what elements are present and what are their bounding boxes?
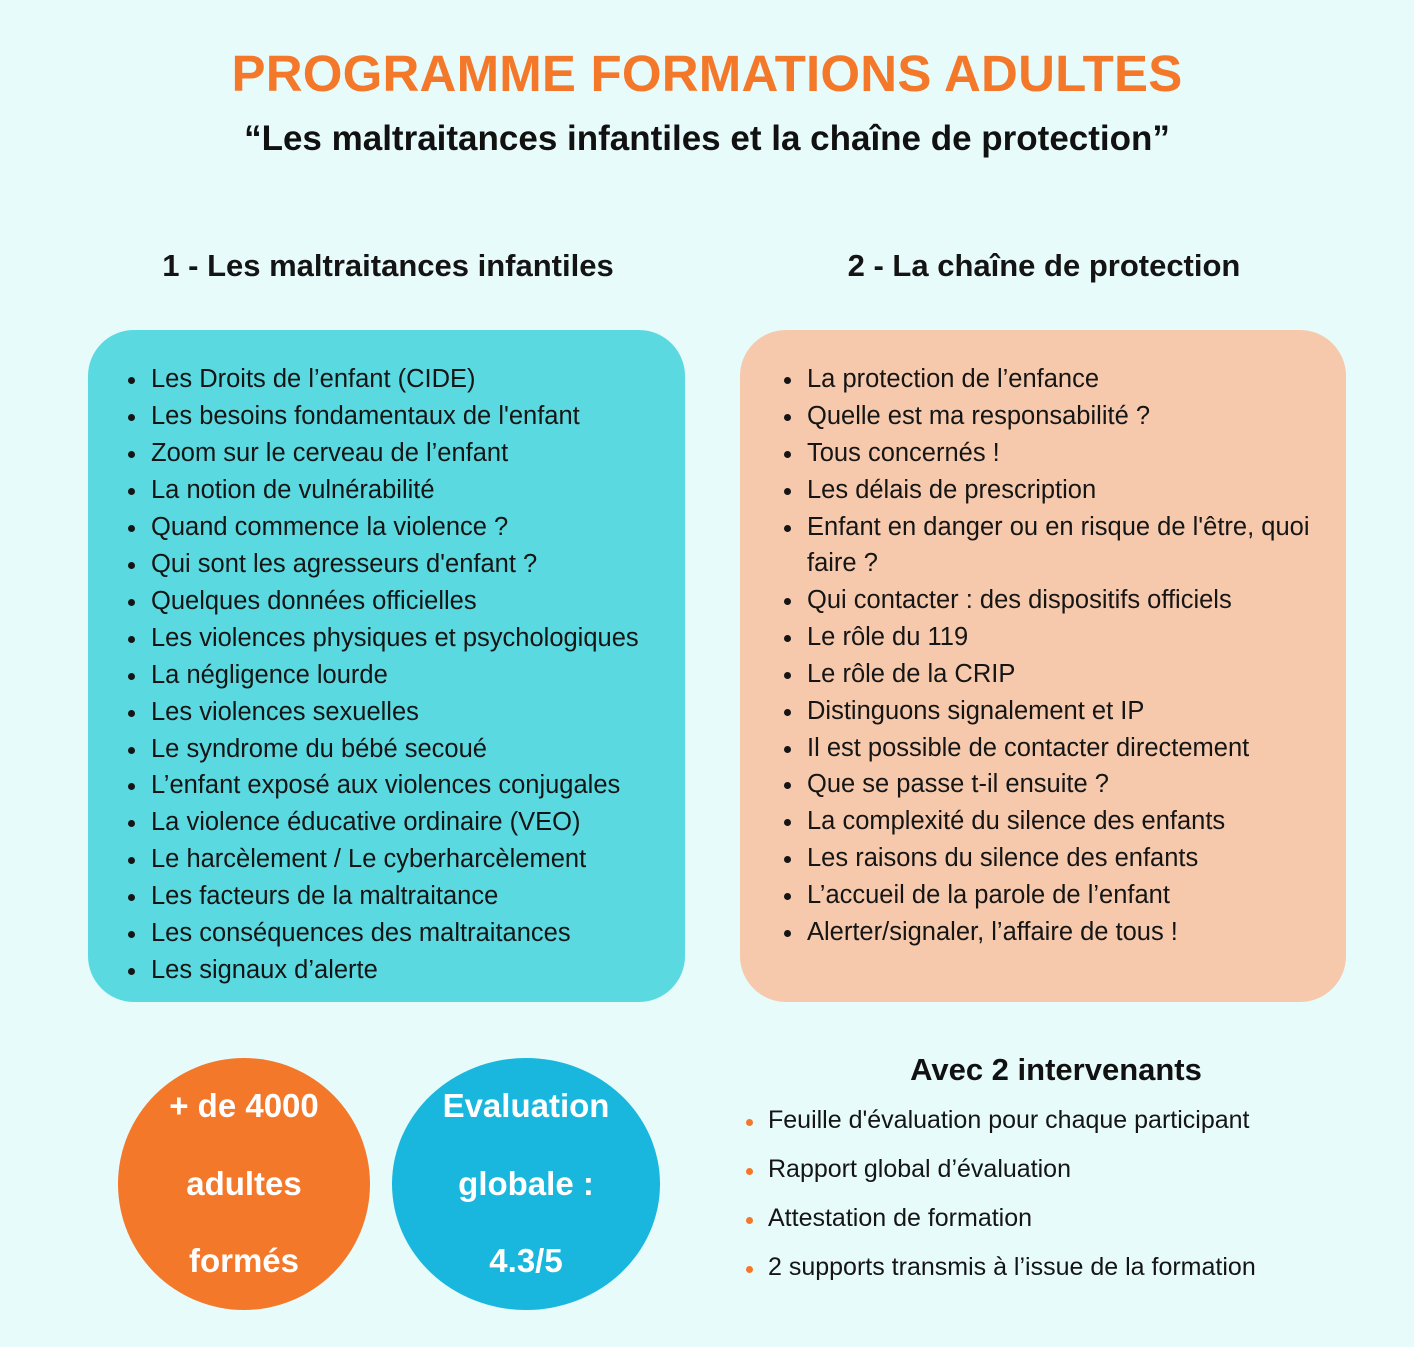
section-headings <box>0 248 1414 304</box>
topic-list-item: L’accueil de la parole de l’enfant <box>766 878 1326 914</box>
topic-list-item: La protection de l’enfance <box>766 362 1326 398</box>
deliverables-list <box>726 1108 1386 1280</box>
deliverable-list-item: Feuille d'évaluation pour chaque participant <box>742 1108 1386 1133</box>
section-heading-1: 1 - Les maltraitances infantiles <box>162 248 614 283</box>
stat-line-3: 4.3/5 <box>489 1242 563 1280</box>
topic-list-item: Les violences sexuelles <box>110 695 661 731</box>
topic-list-item: Que se passe t-il ensuite ? <box>766 767 1326 803</box>
topic-list-item: Il est possible de contacter directement <box>766 731 1326 767</box>
deliverable-list-item: Attestation de formation <box>742 1206 1386 1231</box>
speakers-title: Avec 2 intervenants <box>910 1052 1202 1087</box>
topic-list-item: La notion de vulnérabilité <box>110 473 661 509</box>
poster-header <box>0 0 1414 159</box>
section-heading-2: 2 - La chaîne de protection <box>847 248 1241 283</box>
topic-list-item: Le syndrome du bébé secoué <box>110 732 661 768</box>
topic-list-item: Qui contacter : des dispositifs officiels <box>766 583 1326 619</box>
page-title: PROGRAMME FORMATIONS ADULTES <box>231 45 1183 102</box>
stat-line-2: globale : <box>458 1164 594 1202</box>
topic-list-item: Le harcèlement / Le cyberharcèlement <box>110 842 661 878</box>
deliverable-list-item: 2 supports transmis à l’issue de la formation <box>742 1255 1386 1280</box>
topic-list-item: Les facteurs de la maltraitance <box>110 879 661 915</box>
topic-list-item: Alerter/signaler, l’affaire de tous ! <box>766 915 1326 951</box>
topic-list-item: L’enfant exposé aux violences conjugales <box>110 768 661 804</box>
stat-line-1: + de 4000 <box>169 1086 319 1124</box>
topic-list-item: La négligence lourde <box>110 658 661 694</box>
topic-list-item: Distinguons signalement et IP <box>766 694 1326 730</box>
topic-list-maltraitances <box>110 362 661 989</box>
topic-list-chaine-protection <box>766 362 1326 951</box>
topic-list-item: Les besoins fondamentaux de l'enfant <box>110 399 661 435</box>
topic-list-item: Quand commence la violence ? <box>110 510 661 546</box>
page-subtitle: “Les maltraitances infantiles et la chaîne de protection” <box>244 119 1170 159</box>
topic-list-item: Les raisons du silence des enfants <box>766 841 1326 877</box>
topic-list-item: Les délais de prescription <box>766 473 1326 509</box>
stat-badge-global-rating <box>392 1058 660 1310</box>
stat-line-1: Evaluation <box>442 1086 610 1124</box>
topic-list-item: Zoom sur le cerveau de l’enfant <box>110 436 661 472</box>
topic-list-item: Enfant en danger ou en risque de l'être, quoi faire ? <box>766 510 1326 582</box>
stat-badge-adults-trained <box>118 1058 370 1310</box>
topic-list-item: Le rôle de la CRIP <box>766 657 1326 693</box>
topic-list-item: Les Droits de l’enfant (CIDE) <box>110 362 661 398</box>
stat-line-3: formés <box>188 1242 300 1280</box>
topic-list-item: Le rôle du 119 <box>766 620 1326 656</box>
topic-list-item: Les signaux d’alerte <box>110 953 661 989</box>
speakers-block <box>726 1052 1386 1304</box>
section-panel-chaine-protection <box>740 330 1346 1002</box>
topic-list-item: Tous concernés ! <box>766 436 1326 472</box>
topic-list-item: Quelle est ma responsabilité ? <box>766 399 1326 435</box>
topic-list-item: Les conséquences des maltraitances <box>110 916 661 952</box>
topic-list-item: La violence éducative ordinaire (VEO) <box>110 805 661 841</box>
topic-list-item: Quelques données officielles <box>110 584 661 620</box>
topic-list-item: Les violences physiques et psychologiques <box>110 621 661 657</box>
deliverable-list-item: Rapport global d’évaluation <box>742 1157 1386 1182</box>
topic-list-item: Qui sont les agresseurs d'enfant ? <box>110 547 661 583</box>
stat-line-2: adultes <box>186 1164 302 1202</box>
section-panel-maltraitances <box>88 330 685 1002</box>
topic-list-item: La complexité du silence des enfants <box>766 804 1326 840</box>
